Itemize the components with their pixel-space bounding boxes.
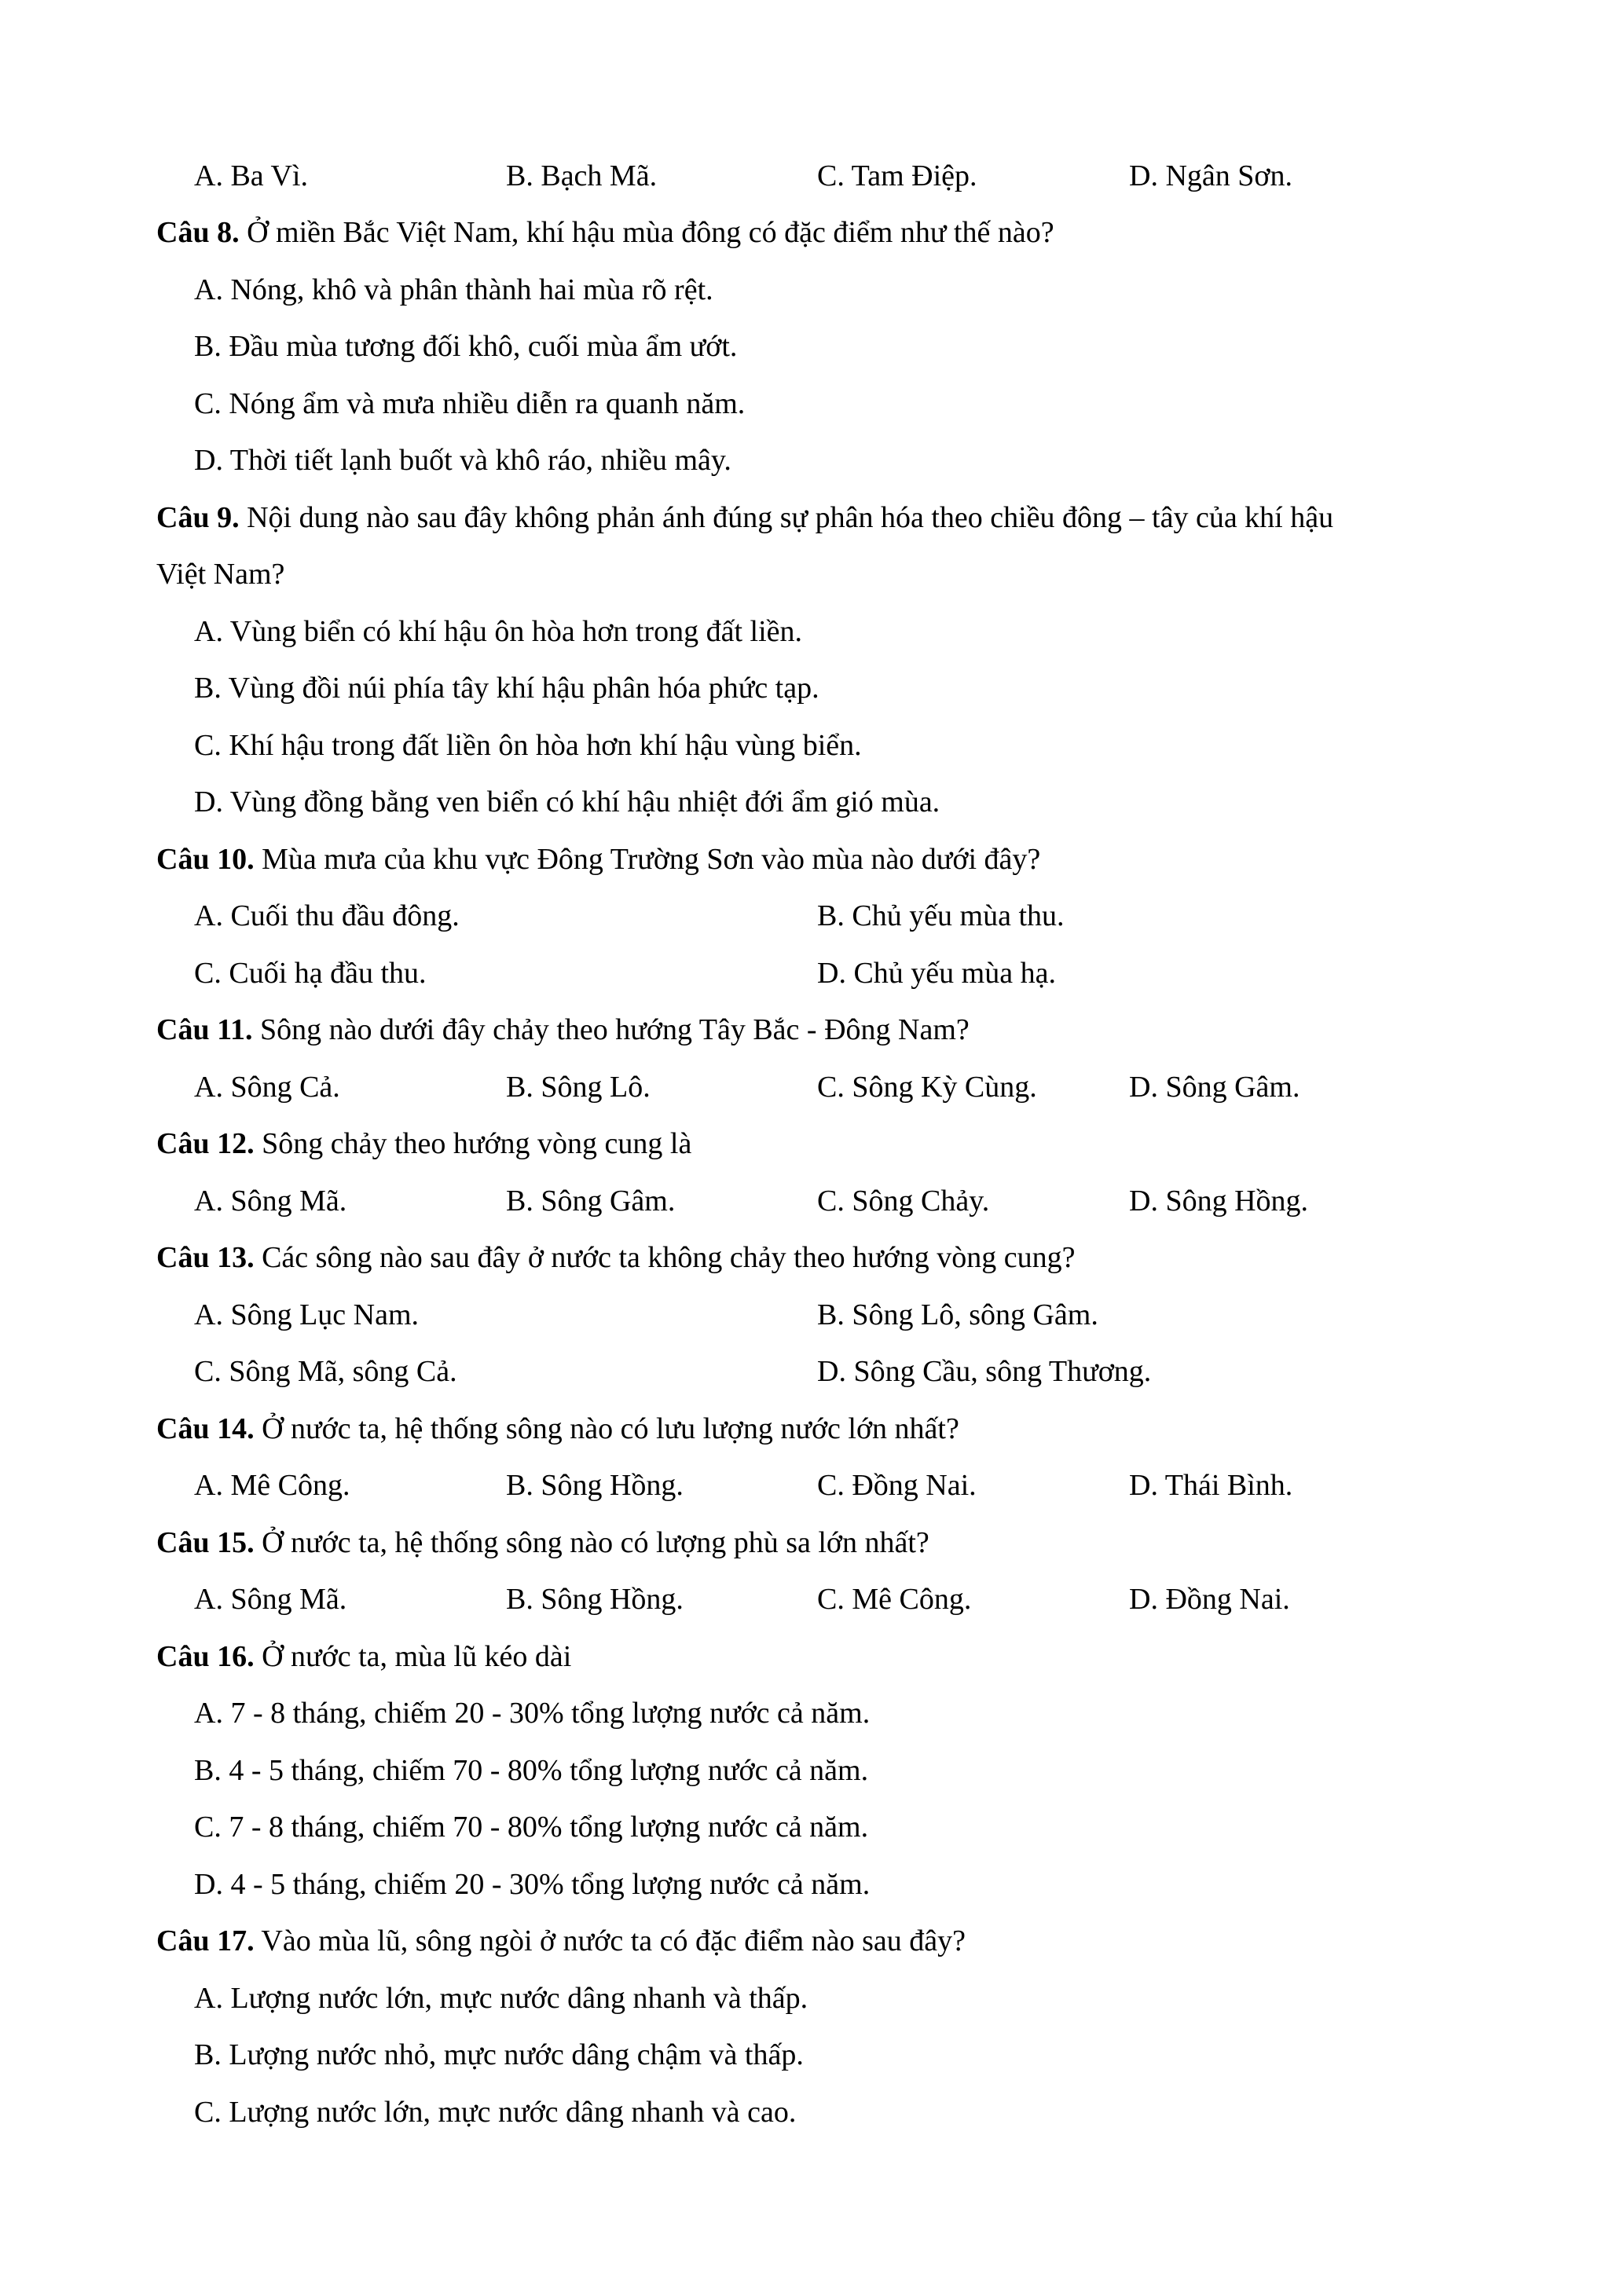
question-number: Câu 9.: [156, 501, 240, 534]
question-text: Nội dung nào sau đây không phản ánh đúng sự phân hóa theo chiều đông – tây của khí hậu: [247, 501, 1334, 534]
question-stem: [156, 1129, 691, 1159]
question-number: Câu 10.: [156, 843, 255, 876]
option-c: C. Khí hậu trong đất liền ôn hòa hơn khí hậu vùng biển.: [194, 729, 862, 762]
option-a: A. Sông Mã.: [194, 1185, 347, 1218]
question-text: Vào mùa lũ, sông ngòi ở nước ta có đặc điểm nào sau đây?: [261, 1924, 966, 1957]
question-text: Ở nước ta, hệ thống sông nào có lưu lượng nước lớn nhất?: [262, 1412, 959, 1445]
question-text-continued: Việt Nam?: [156, 558, 285, 591]
option-a: A. Ba Vì.: [194, 159, 308, 192]
question-stem: [156, 1243, 1076, 1273]
option-c: C. 7 - 8 tháng, chiếm 70 - 80% tổng lượng nước cả năm.: [194, 1811, 869, 1844]
option-c: C. Cuối hạ đầu thu.: [194, 957, 427, 990]
option-d: D. 4 - 5 tháng, chiếm 20 - 30% tổng lượng nước cả năm.: [194, 1868, 871, 1901]
option-b: B. Sông Lô, sông Gâm.: [817, 1298, 1098, 1331]
option-b: B. Sông Hồng.: [506, 1583, 684, 1616]
option-a: A. Mê Công.: [194, 1469, 350, 1502]
option-a: A. Nóng, khô và phân thành hai mùa rõ rệt.: [194, 273, 713, 306]
option-c: C. Nóng ẩm và mưa nhiều diễn ra quanh năm.: [194, 387, 746, 420]
question-number: Câu 16.: [156, 1640, 255, 1673]
question-text: Ở nước ta, hệ thống sông nào có lượng phù sa lớn nhất?: [262, 1526, 929, 1559]
option-b: B. Sông Gâm.: [506, 1185, 676, 1218]
option-d: D. Chủ yếu mùa hạ.: [817, 957, 1056, 990]
option-c: C. Sông Chảy.: [817, 1185, 990, 1218]
question-number: Câu 8.: [156, 216, 240, 249]
option-d: D. Vùng đồng bằng ven biển có khí hậu nhiệt đới ẩm gió mùa.: [194, 785, 940, 818]
option-a: A. Vùng biển có khí hậu ôn hòa hơn trong đất liền.: [194, 615, 802, 648]
option-c: C. Lượng nước lớn, mực nước dâng nhanh và cao.: [194, 2096, 797, 2129]
option-d: D. Sông Cầu, sông Thương.: [817, 1355, 1152, 1388]
question-text: Sông nào dưới đây chảy theo hướng Tây Bắc - Đông Nam?: [259, 1013, 970, 1046]
option-a: A. Sông Mã.: [194, 1583, 347, 1616]
option-d: D. Ngân Sơn.: [1129, 159, 1292, 192]
option-d: D. Sông Hồng.: [1129, 1185, 1309, 1218]
question-text: Các sông nào sau đây ở nước ta không chảy theo hướng vòng cung?: [262, 1241, 1076, 1274]
question-stem: [156, 1414, 959, 1444]
option-a: A. Cuối thu đầu đông.: [194, 899, 460, 932]
option-c: C. Đồng Nai.: [817, 1469, 977, 1502]
option-b: B. Bạch Mã.: [506, 159, 658, 192]
question-text: Mùa mưa của khu vực Đông Trường Sơn vào mùa nào dưới đây?: [262, 843, 1041, 876]
option-c: C. Tam Điệp.: [817, 159, 977, 192]
question-text: Ở nước ta, mùa lũ kéo dài: [262, 1640, 572, 1673]
option-b: B. Sông Lô.: [506, 1071, 651, 1104]
option-a: A. Sông Lục Nam.: [194, 1298, 420, 1331]
option-b: B. Sông Hồng.: [506, 1469, 684, 1502]
question-stem: [156, 1926, 966, 1956]
option-d: D. Thời tiết lạnh buốt và khô ráo, nhiều mây.: [194, 444, 731, 477]
question-stem: [156, 1528, 929, 1558]
question-stem: [156, 218, 1054, 247]
option-c: C. Sông Mã, sông Cả.: [194, 1355, 457, 1388]
option-b: B. 4 - 5 tháng, chiếm 70 - 80% tổng lượng nước cả năm.: [194, 1754, 869, 1787]
option-d: D. Sông Gâm.: [1129, 1071, 1300, 1104]
question-number: Câu 14.: [156, 1412, 255, 1445]
question-number: Câu 11.: [156, 1013, 253, 1046]
option-d: D. Đồng Nai.: [1129, 1583, 1290, 1616]
option-c: C. Mê Công.: [817, 1583, 972, 1616]
question-number: Câu 15.: [156, 1526, 255, 1559]
option-b: B. Chủ yếu mùa thu.: [817, 899, 1065, 932]
question-stem: [156, 503, 1333, 533]
question-number: Câu 13.: [156, 1241, 255, 1274]
question-stem: [156, 844, 1040, 874]
question-text: Ở miền Bắc Việt Nam, khí hậu mùa đông có đặc điểm như thế nào?: [247, 216, 1054, 249]
option-a: A. Sông Cả.: [194, 1071, 340, 1104]
option-b: B. Vùng đồi núi phía tây khí hậu phân hóa phức tạp.: [194, 672, 819, 705]
option-c: C. Sông Kỳ Cùng.: [817, 1071, 1037, 1104]
option-b: B. Đầu mùa tương đối khô, cuối mùa ẩm ướt.: [194, 330, 738, 363]
question-stem: [156, 1015, 970, 1045]
question-stem: [156, 1642, 571, 1672]
option-a: A. 7 - 8 tháng, chiếm 20 - 30% tổng lượng nước cả năm.: [194, 1697, 871, 1730]
question-number: Câu 12.: [156, 1127, 255, 1160]
question-text: Sông chảy theo hướng vòng cung là: [262, 1127, 692, 1160]
question-number: Câu 17.: [156, 1924, 255, 1957]
option-b: B. Lượng nước nhỏ, mực nước dâng chậm và thấp.: [194, 2038, 804, 2071]
option-d: D. Thái Bình.: [1129, 1469, 1293, 1502]
option-a: A. Lượng nước lớn, mực nước dâng nhanh và thấp.: [194, 1982, 808, 2015]
